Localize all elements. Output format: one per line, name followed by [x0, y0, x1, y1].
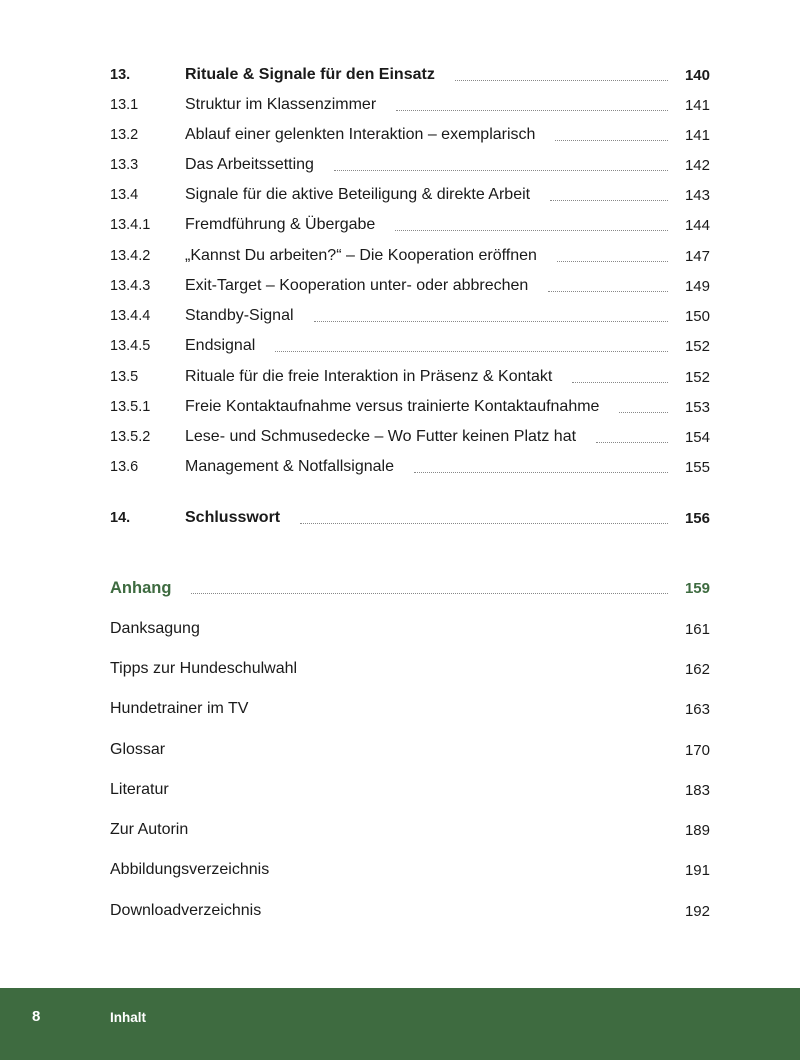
toc-entry-number: 13.1: [110, 97, 139, 113]
toc-entry-page: 143: [684, 186, 710, 204]
toc-entry-title: Freie Kontaktaufnahme versus trainierte Kontaktaufnahme: [185, 398, 600, 415]
dot-leader: [395, 230, 668, 231]
toc-entry-number: 13.5.1: [110, 399, 151, 415]
dot-leader: [191, 593, 668, 594]
toc-entry-13-3[interactable]: [110, 153, 710, 177]
toc-entry-glossar[interactable]: [110, 738, 710, 762]
toc-entry-title: Exit-Target – Kooperation unter- oder abbrechen: [185, 277, 529, 294]
toc-entry-page: 191: [684, 861, 710, 879]
toc-entry-title: Das Arbeitssetting: [185, 156, 314, 173]
toc-entry-title: Endsignal: [185, 337, 256, 354]
toc-entry-page: 149: [684, 277, 710, 295]
toc-entry-number: 13.4.5: [110, 338, 151, 354]
toc-entry-13-1[interactable]: [110, 93, 710, 117]
toc-entry-page: 154: [684, 428, 710, 446]
dot-leader: [619, 412, 668, 413]
toc-entry-page: 183: [684, 781, 710, 799]
toc-entry-13-4[interactable]: [110, 183, 710, 207]
dot-leader: [300, 523, 668, 524]
toc-entry-page: 152: [684, 337, 710, 355]
dot-leader: [572, 382, 668, 383]
dot-leader: [548, 291, 668, 292]
dot-leader: [314, 321, 668, 322]
toc-entry-title: Hundetrainer im TV: [110, 700, 249, 717]
toc-entry-title: Anhang: [110, 578, 172, 597]
toc-entry-title: Ablauf einer gelenkten Interaktion – exemplarisch: [185, 126, 536, 143]
toc-entry-title: Downloadverzeichnis: [110, 902, 262, 919]
toc-entry-page: 152: [684, 368, 710, 386]
toc-entry-title: Danksagung: [110, 620, 200, 637]
toc-entry-title: Literatur: [110, 781, 169, 798]
toc-entry-page: 142: [684, 156, 710, 174]
toc-entry-zur-autorin[interactable]: [110, 818, 710, 842]
toc-entry-page: 162: [684, 660, 710, 678]
dot-leader: [275, 351, 668, 352]
toc-entry-title: Lese- und Schmusedecke – Wo Futter keinen Platz hat: [185, 428, 577, 445]
dot-leader: [455, 80, 668, 81]
toc-entry-page: 161: [684, 620, 710, 638]
toc-entry-page: 141: [684, 126, 710, 144]
toc-entry-title: Standby-Signal: [185, 307, 294, 324]
toc-entry-number: 13.4.4: [110, 308, 151, 324]
toc-entry-title: Glossar: [110, 741, 166, 758]
toc-entry-danksagung[interactable]: [110, 617, 710, 641]
toc-entry-number: 13.: [110, 67, 131, 83]
dot-leader: [396, 110, 668, 111]
toc-entry-13-4-4[interactable]: [110, 304, 710, 328]
footer-page-number: 8: [32, 1008, 41, 1025]
toc-entry-page: 153: [684, 398, 710, 416]
toc-entry-13-4-1[interactable]: [110, 213, 710, 237]
toc-entry-page: 156: [684, 509, 710, 527]
toc-entry-number: 14.: [110, 510, 131, 526]
toc-entry-number: 13.5: [110, 369, 139, 385]
toc-entry-13-4-5[interactable]: [110, 334, 710, 358]
toc-entry-number: 13.4.2: [110, 248, 151, 264]
toc-entry-chapter-13[interactable]: [110, 63, 710, 87]
toc-entry-title: Schlusswort: [185, 509, 281, 526]
dot-leader: [596, 442, 668, 443]
toc-entry-hundetrainer-tv[interactable]: [110, 697, 710, 721]
toc-entry-page: 170: [684, 741, 710, 759]
toc-entry-page: 141: [684, 96, 710, 114]
toc-entry-downloadverzeichnis[interactable]: [110, 899, 710, 923]
toc-entry-page: 155: [684, 458, 710, 476]
toc-entry-13-5-2[interactable]: [110, 425, 710, 449]
toc-entry-title: Zur Autorin: [110, 821, 189, 838]
toc-entry-number: 13.6: [110, 459, 139, 475]
dot-leader: [555, 140, 668, 141]
toc-entry-title: Signale für die aktive Beteiligung & direkte Arbeit: [185, 186, 531, 203]
toc-entry-literatur[interactable]: [110, 778, 710, 802]
toc-entry-title: Fremdführung & Übergabe: [185, 216, 376, 233]
toc-entry-chapter-14[interactable]: [110, 506, 710, 530]
toc-entry-number: 13.2: [110, 127, 139, 143]
toc-entry-13-4-2[interactable]: [110, 244, 710, 268]
toc-entry-page: 159: [684, 579, 710, 597]
dot-leader: [550, 200, 668, 201]
toc-entry-title: Abbildungsverzeichnis: [110, 861, 270, 878]
toc-entry-page: 147: [684, 247, 710, 265]
toc-entry-appendix[interactable]: [110, 576, 710, 600]
toc-entry-page: 189: [684, 821, 710, 839]
toc-entry-number: 13.4: [110, 187, 139, 203]
dot-leader: [414, 472, 668, 473]
toc-entry-title: Rituale & Signale für den Einsatz: [185, 66, 435, 83]
toc-entry-13-5-1[interactable]: [110, 395, 710, 419]
toc-entry-page: 192: [684, 902, 710, 920]
toc-entry-number: 13.3: [110, 157, 139, 173]
toc-entry-number: 13.4.1: [110, 217, 151, 233]
toc-entry-13-2[interactable]: [110, 123, 710, 147]
toc-entry-abbildungsverzeichnis[interactable]: [110, 858, 710, 882]
toc-entry-page: 140: [684, 66, 710, 84]
toc-entry-page: 150: [684, 307, 710, 325]
toc-entry-13-5[interactable]: [110, 365, 710, 389]
toc-entry-number: 13.4.3: [110, 278, 151, 294]
toc-entry-tipps-hundeschulwahl[interactable]: [110, 657, 710, 681]
toc-entry-title: Rituale für die freie Interaktion in Präsenz & Kontakt: [185, 368, 553, 385]
toc-entry-title: Management & Notfallsignale: [185, 458, 395, 475]
toc-entry-page: 144: [684, 216, 710, 234]
toc-entry-title: „Kannst Du arbeiten?“ – Die Kooperation eröffnen: [185, 247, 537, 264]
toc-entry-title: Struktur im Klassenzimmer: [185, 96, 377, 113]
toc-entry-13-6[interactable]: [110, 455, 710, 479]
toc-entry-number: 13.5.2: [110, 429, 151, 445]
toc-entry-title: Tipps zur Hundeschulwahl: [110, 660, 298, 677]
toc-entry-page: 163: [684, 700, 710, 718]
dot-leader: [557, 261, 668, 262]
footer-section-label: Inhalt: [110, 1010, 146, 1025]
dot-leader: [334, 170, 668, 171]
page-footer: [0, 988, 800, 1060]
toc-entry-13-4-3[interactable]: [110, 274, 710, 298]
